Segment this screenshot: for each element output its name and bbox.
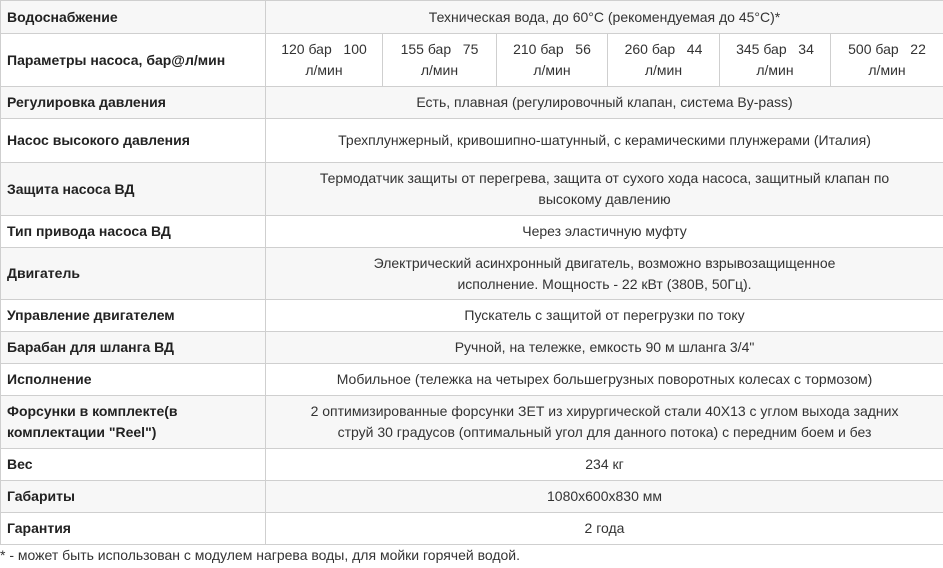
spec-label: Вес [1, 449, 266, 481]
spec-label: Управление двигателем [1, 300, 266, 332]
spec-value-line: высокому давлению [538, 191, 671, 207]
spec-value: Трехплунжерный, кривошипно-шатунный, с керамическими плунжерами (Италия) [266, 119, 943, 163]
spec-value: Есть, плавная (регулировочный клапан, система By-pass) [266, 87, 943, 119]
pump-option-cell [831, 34, 943, 87]
spec-value-line: 2 оптимизированные форсунки ЗЕТ из хирургической стали 40Х13 с углом выхода задних [310, 403, 899, 419]
pump-option-unit: л/мин [305, 62, 343, 78]
spec-value [266, 396, 943, 449]
footnote: * - может быть использован с модулем нагрева воды, для мойки горячей водой. [0, 547, 521, 563]
spec-label: Насос высокого давления [1, 119, 266, 163]
spec-row-pressure-regulation [1, 87, 943, 119]
pump-option-cell [266, 34, 383, 87]
spec-label-line: Форсунки в комплекте(в [7, 403, 178, 419]
spec-value-line: Термодатчик защиты от перегрева, защита от сухого хода насоса, защитный клапан по [319, 170, 890, 186]
spec-label: Исполнение [1, 364, 266, 396]
spec-value-line: струй 30 градусов (оптимальный угол для данного потока) с передним боем и без [337, 424, 872, 440]
spec-label: Двигатель [1, 248, 266, 300]
spec-label: Барабан для шланга ВД [1, 332, 266, 364]
pump-option-unit: л/мин [868, 62, 906, 78]
spec-row-weight [1, 449, 943, 481]
pump-option-unit: л/мин [420, 62, 459, 78]
spec-row-nozzles [1, 396, 943, 449]
pump-option-cell [608, 34, 720, 87]
pump-option-pressure: 260 бар 44 [624, 41, 703, 57]
pump-option-pressure: 500 бар 22 [848, 41, 926, 57]
spec-row-engine-control [1, 300, 943, 332]
spec-label: Тип привода насоса ВД [1, 216, 266, 248]
spec-row-hose-reel [1, 332, 943, 364]
pump-option-cell [497, 34, 608, 87]
spec-row-design [1, 364, 943, 396]
pump-option-pressure: 345 бар 34 [736, 41, 814, 57]
spec-row-pump-params [1, 34, 943, 87]
spec-row-water-supply [1, 1, 943, 34]
spec-value: 2 года [266, 513, 943, 545]
spec-value-line: исполнение. Мощность - 22 кВт (380В, 50Гц). [457, 275, 752, 292]
spec-value: Пускатель с защитой от перегрузки по току [266, 300, 943, 332]
spec-label [1, 396, 266, 449]
pump-option-pressure: 210 бар 56 [513, 41, 591, 57]
pump-option-unit: л/мин [533, 62, 571, 78]
pump-option-unit: л/мин [756, 62, 794, 78]
spec-value: Техническая вода, до 60°C (рекомендуемая до 45°C)* [266, 1, 943, 34]
spec-row-drive-type [1, 216, 943, 248]
spec-value [266, 248, 943, 300]
pump-option-cell [383, 34, 497, 87]
spec-label: Регулировка давления [1, 87, 266, 119]
pump-option-unit: л/мин [644, 62, 683, 78]
spec-value: Ручной, на тележке, емкость 90 м шланга 3/4" [266, 332, 943, 364]
pump-option-pressure: 155 бар 75 [400, 41, 479, 57]
pump-option-cell [720, 34, 831, 87]
spec-label: Водоснабжение [1, 1, 266, 34]
spec-row-warranty [1, 513, 943, 545]
spec-label: Габариты [1, 481, 266, 513]
spec-value-line: Электрический асинхронный двигатель, возможно взрывозащищенное [373, 254, 836, 271]
spec-row-engine [1, 248, 943, 300]
spec-row-pump-protection [1, 163, 943, 216]
spec-value: Через эластичную муфту [266, 216, 943, 248]
spec-label: Гарантия [1, 513, 266, 545]
spec-row-hp-pump [1, 119, 943, 163]
spec-value [266, 163, 943, 216]
pump-option-pressure: 120 бар 100 [281, 41, 367, 57]
spec-value: Мобильное (тележка на четырех большегрузных поворотных колесах с тормозом) [266, 364, 943, 396]
spec-label: Защита насоса ВД [1, 163, 266, 216]
spec-label: Параметры насоса, бар@л/мин [1, 34, 266, 87]
spec-value: 1080x600x830 мм [266, 481, 943, 513]
spec-label-line: комплектации "Reel") [7, 424, 157, 440]
spec-value: 234 кг [266, 449, 943, 481]
spec-row-dimensions [1, 481, 943, 513]
